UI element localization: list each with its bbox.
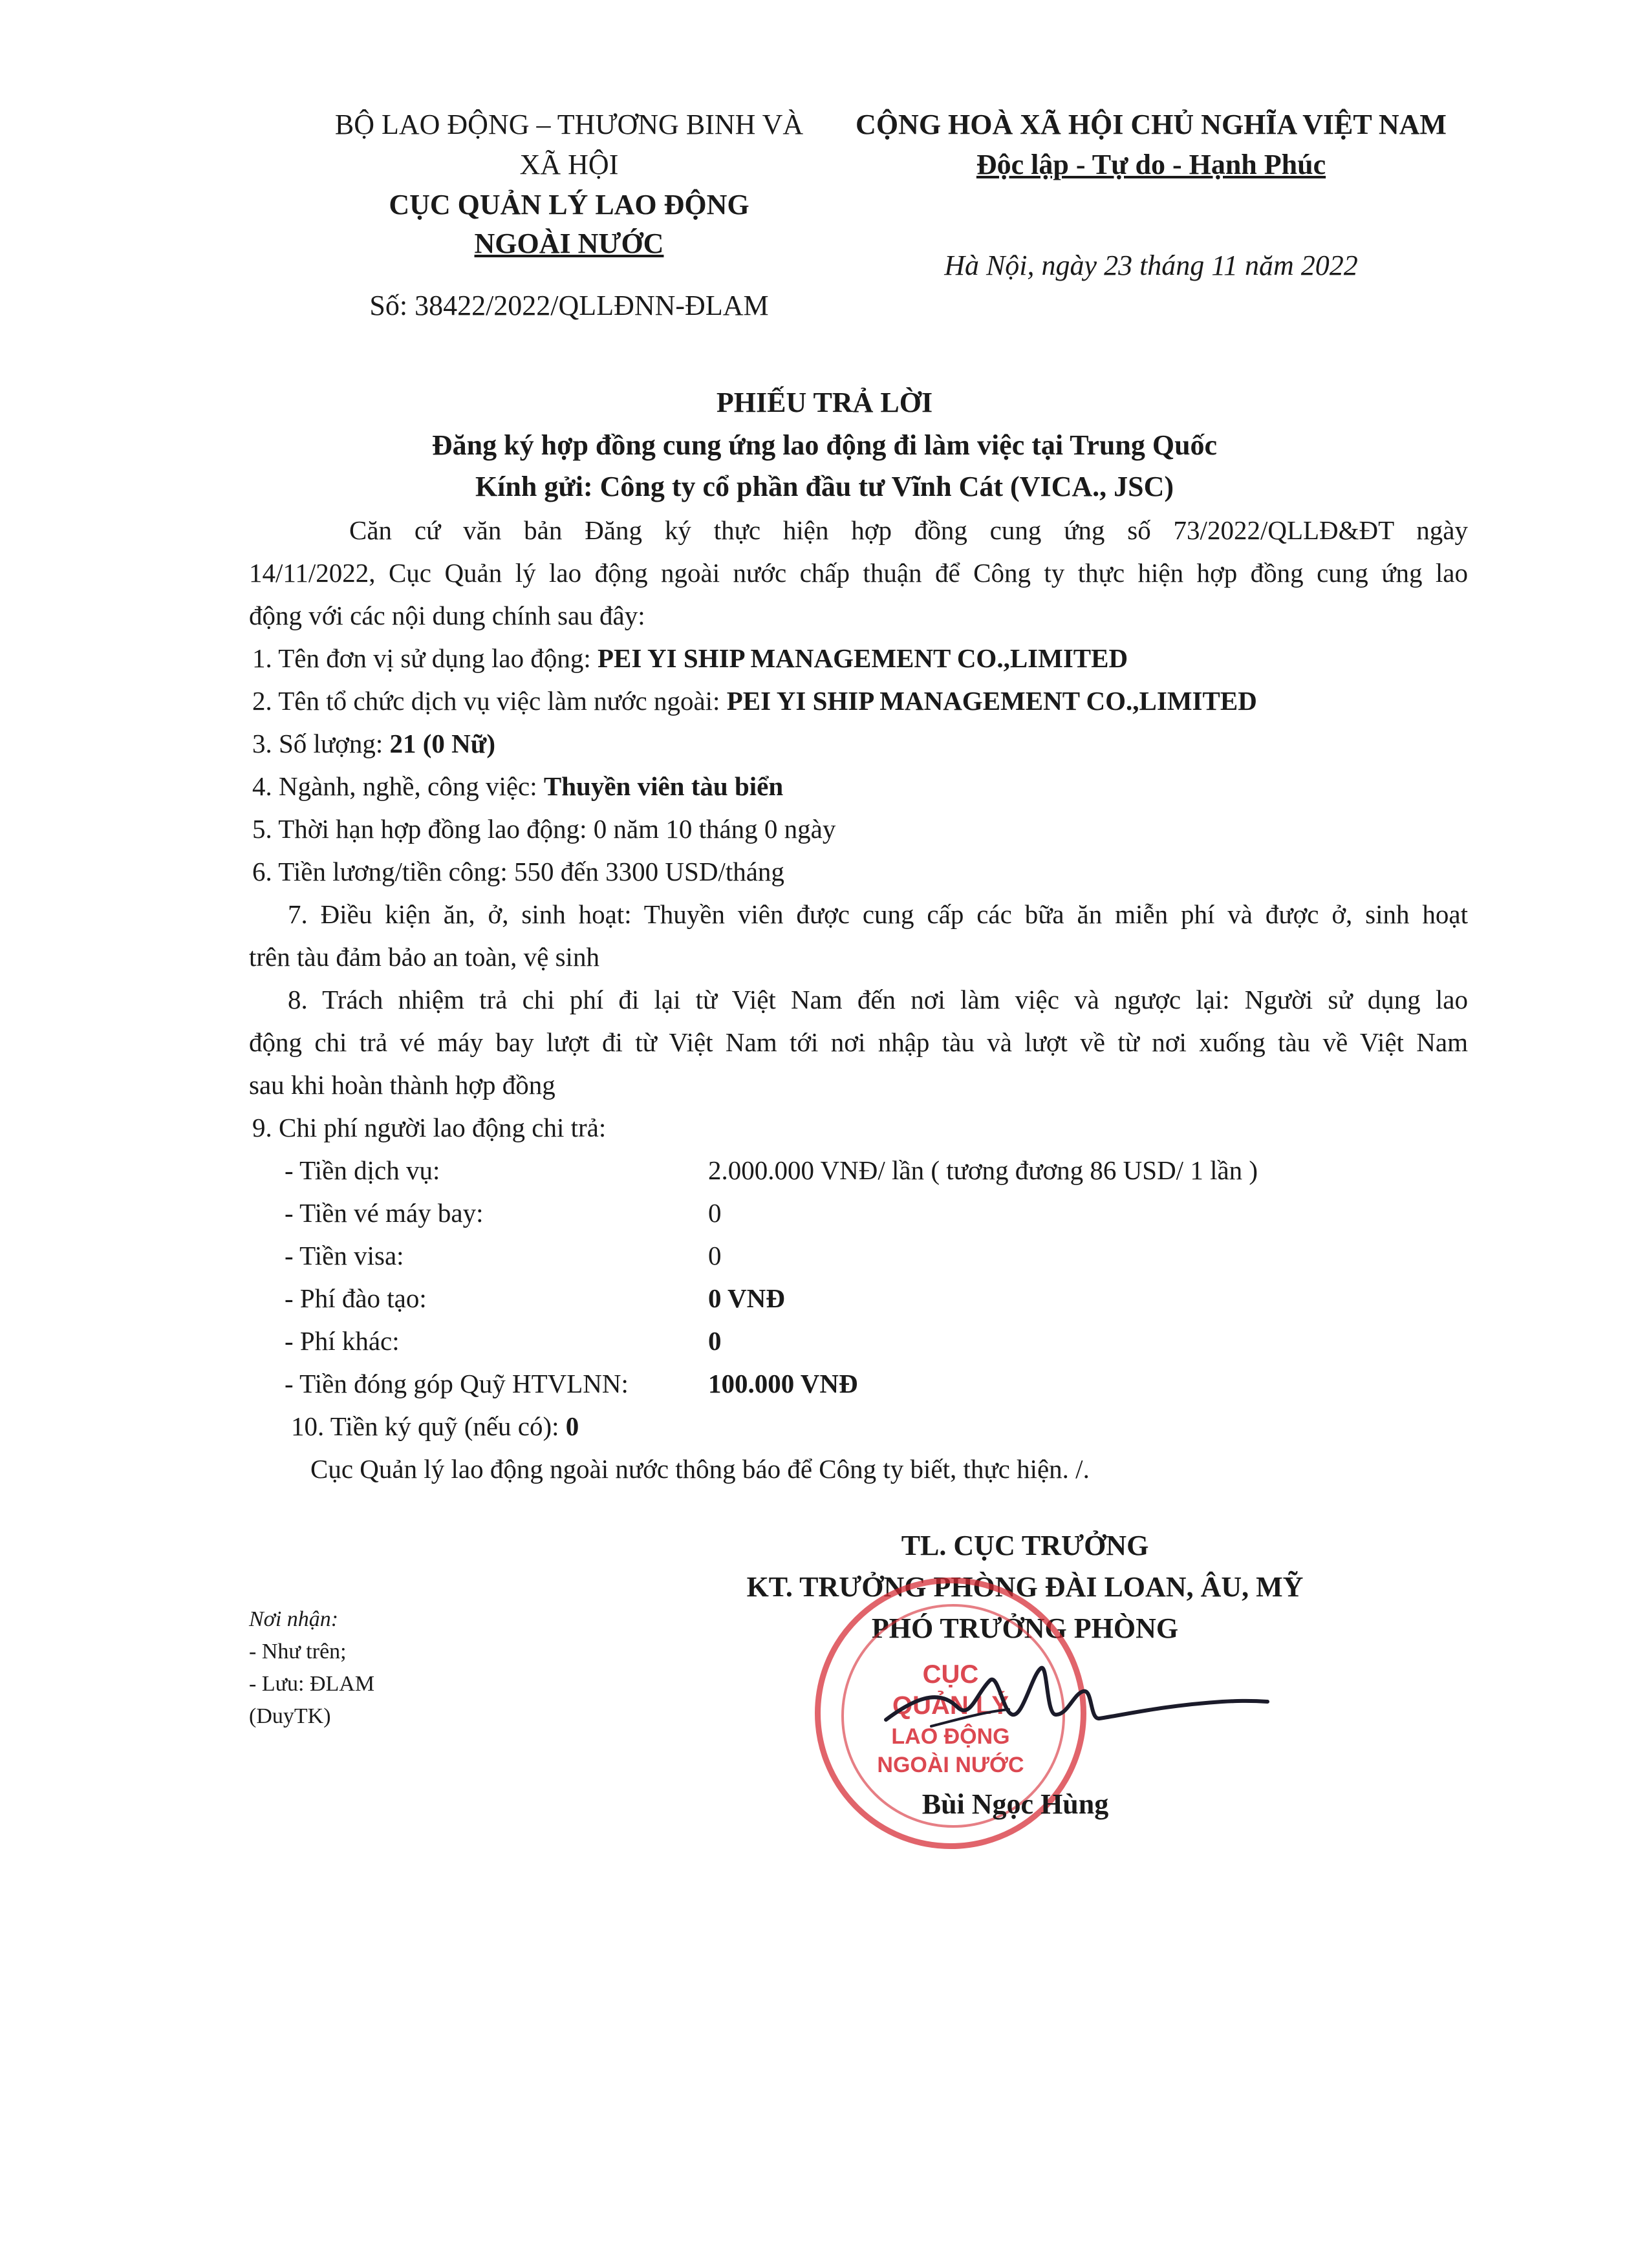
item-deposit xyxy=(291,1405,579,1448)
fee-other-label: - Phí khác: xyxy=(285,1326,400,1356)
department-name-line2-text: NGOÀI NƯỚC xyxy=(474,228,664,259)
item-service-org-label: 2. Tên tổ chức dịch vụ việc làm nước ngoài: xyxy=(252,686,727,716)
recipients-title: Nơi nhận: xyxy=(249,1607,339,1631)
fee-service-label: - Tiền dịch vụ: xyxy=(285,1155,440,1185)
intro-line1: Căn cứ văn bản Đăng ký thực hiện hợp đồng cung ứng số 73/2022/QLLĐ&ĐT ngày xyxy=(349,515,1468,545)
item-living-conditions-line1: 7. Điều kiện ăn, ở, sinh hoạt: Thuyền viên được cung cấp các bữa ăn miễn phí và được ở, sinh hoạt xyxy=(288,899,1468,929)
fee-training-value: 0 VNĐ xyxy=(708,1283,785,1313)
fee-other-value: 0 xyxy=(708,1326,722,1356)
stamp-line3: LAO ĐỘNG xyxy=(891,1724,1010,1749)
signature-line3: PHÓ TRƯỞNG PHÒNG xyxy=(871,1612,1179,1644)
item-salary: 6. Tiền lương/tiền công: 550 đến 3300 USD/tháng xyxy=(252,857,784,886)
item-service-org xyxy=(252,679,1481,722)
fee-airfare-value: 0 xyxy=(708,1198,722,1228)
intro-line2: 14/11/2022, Cục Quản lý lao động ngoài nước chấp thuận để Công ty thực hiện hợp đồng cung ứng lao xyxy=(249,558,1468,588)
ministry-name-line1: BỘ LAO ĐỘNG – THƯƠNG BINH VÀ xyxy=(334,109,804,140)
recipient-1: - Như trên; xyxy=(249,1640,347,1664)
item-living-conditions-line2: trên tàu đảm bảo an toàn, vệ sinh xyxy=(249,942,599,972)
item-deposit-value: 0 xyxy=(565,1411,579,1441)
document-recipient: Kính gửi: Công ty cổ phần đầu tư Vĩnh Cát (VICA., JSC) xyxy=(475,471,1174,502)
item-quantity-label: 3. Số lượng: xyxy=(252,729,390,758)
item-service-org-value: PEI YI SHIP MANAGEMENT CO.,LIMITED xyxy=(726,686,1257,716)
fee-visa-value: 0 xyxy=(708,1241,722,1270)
fee-fund-value: 100.000 VNĐ xyxy=(708,1369,858,1398)
motto-text: Độc lập - Tự do - Hạnh Phúc xyxy=(976,149,1326,180)
ministry-name-line2: XÃ HỘI xyxy=(519,149,619,180)
item-occupation-value: Thuyền viên tàu biển xyxy=(543,771,784,801)
item-occupation-label: 4. Ngành, nghề, công việc: xyxy=(252,771,544,801)
department-name-line2 xyxy=(246,224,892,264)
department-name-line1: CỤC QUẢN LÝ LAO ĐỘNG xyxy=(389,189,749,220)
item-occupation xyxy=(252,765,1481,808)
item-contract-term: 5. Thời hạn hợp đồng lao động: 0 năm 10 tháng 0 ngày xyxy=(252,814,836,844)
stamp-line4: NGOÀI NƯỚC xyxy=(877,1753,1024,1777)
fee-training-label: - Phí đào tạo: xyxy=(285,1283,427,1313)
signer-name: Bùi Ngọc Hùng xyxy=(921,1788,1109,1820)
document-title: PHIẾU TRẢ LỜI xyxy=(716,387,933,418)
item-quantity xyxy=(252,722,1481,765)
stamp-line2: QUẢN LÝ xyxy=(892,1691,1009,1720)
motto xyxy=(802,145,1500,185)
item-employer xyxy=(252,637,1481,679)
stamp-line1: CỤC xyxy=(922,1660,979,1689)
item-employer-label: 1. Tên đơn vị sử dụng lao động: xyxy=(252,643,598,673)
item-quantity-value: 21 (0 Nữ) xyxy=(389,729,496,758)
item-travel-costs-line2: động chi trả vé máy bay lượt đi từ Việt Nam tới nơi nhập tàu và lượt về từ nơi xuống tàu về Việt Nam xyxy=(249,1027,1468,1057)
closing-statement: Cục Quản lý lao động ngoài nước thông báo để Công ty biết, thực hiện. /. xyxy=(310,1454,1090,1484)
fee-fund-label: - Tiền đóng góp Quỹ HTVLNN: xyxy=(285,1369,629,1398)
fee-service-value: 2.000.000 VNĐ/ lần ( tương đương 86 USD/ 1 lần ) xyxy=(708,1155,1258,1185)
signature-line2: KT. TRƯỞNG PHÒNG ĐÀI LOAN, ÂU, MỸ xyxy=(746,1571,1304,1603)
item-worker-costs: 9. Chi phí người lao động chi trả: xyxy=(252,1113,607,1142)
handwritten-signature xyxy=(828,1629,1280,1759)
intro-line3: động với các nội dung chính sau đây: xyxy=(249,601,645,630)
item-deposit-label: 10. Tiền ký quỹ (nếu có): xyxy=(291,1411,566,1441)
item-employer-value: PEI YI SHIP MANAGEMENT CO.,LIMITED xyxy=(597,643,1128,673)
fee-airfare-label: - Tiền vé máy bay: xyxy=(285,1198,484,1228)
document-number: Số: 38422/2022/QLLĐNN-ĐLAM xyxy=(369,290,769,321)
item-travel-costs-line3: sau khi hoàn thành hợp đồng xyxy=(249,1070,555,1100)
document-subject: Đăng ký hợp đồng cung ứng lao động đi làm việc tại Trung Quốc xyxy=(431,429,1218,461)
place-date: Hà Nội, ngày 23 tháng 11 năm 2022 xyxy=(944,250,1358,281)
item-travel-costs-line1: 8. Trách nhiệm trả chi phí đi lại từ Việt Nam đến nơi làm việc và ngược lại: Người sử dụng lao xyxy=(288,985,1468,1014)
country-name: CỘNG HOÀ XÃ HỘI CHỦ NGHĨA VIỆT NAM xyxy=(856,109,1447,140)
recipient-2: - Lưu: ĐLAM xyxy=(249,1672,375,1696)
signature-line1: TL. CỤC TRƯỞNG xyxy=(901,1530,1149,1561)
fee-visa-label: - Tiền visa: xyxy=(285,1241,404,1270)
recipient-3: (DuyTK) xyxy=(249,1704,331,1728)
